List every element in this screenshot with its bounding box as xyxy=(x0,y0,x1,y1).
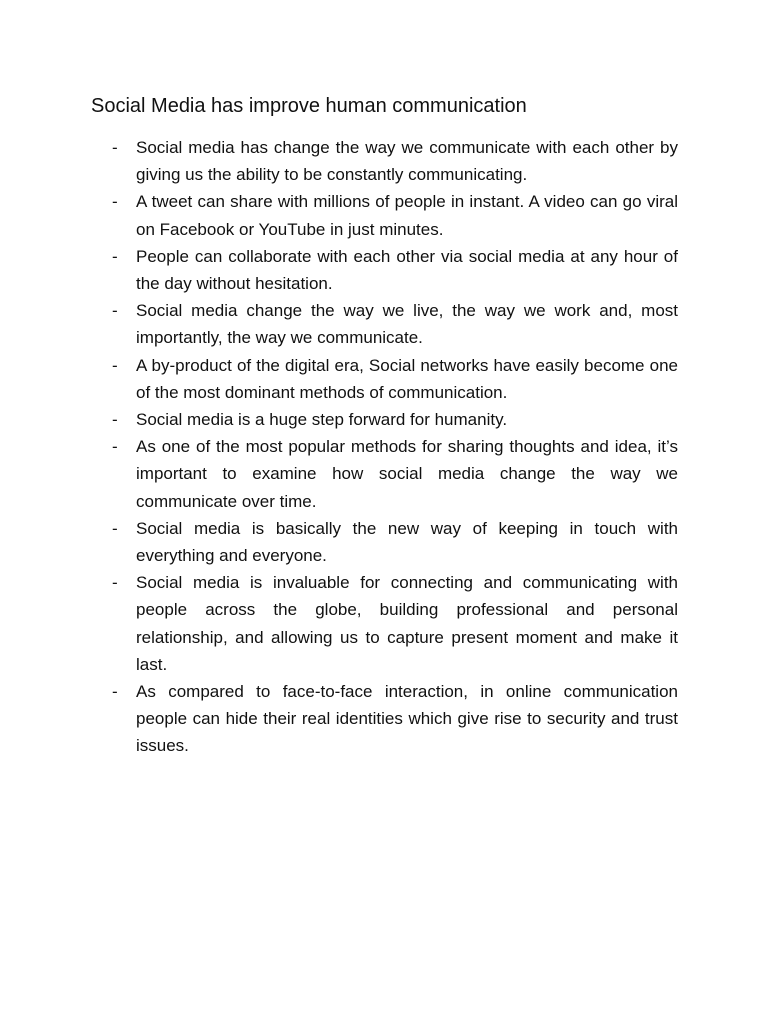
list-item-text: As compared to face-to-face interaction, in online communication people can hide their real identities which give rise to security and trust issues. xyxy=(136,682,678,756)
list-item-text: As one of the most popular methods for sharing thoughts and idea, it’s important to examine how social media change the way we communicate over time. xyxy=(136,437,678,511)
bullet-marker: - xyxy=(112,518,118,538)
list-item-text: Social media is a huge step forward for humanity. xyxy=(136,410,508,430)
list-item-text: Social media has change the way we communicate with each other by giving us the ability to be constantly communicating. xyxy=(136,138,678,185)
list-item xyxy=(112,134,678,188)
list-item xyxy=(112,188,678,242)
list-item-text: A tweet can share with millions of people in instant. A video can go viral on Facebook or YouTube in just minutes. xyxy=(136,192,678,239)
list-item xyxy=(112,406,678,433)
list-item xyxy=(112,297,678,351)
bullet-marker: - xyxy=(112,410,118,430)
list-item xyxy=(112,352,678,406)
bullet-marker: - xyxy=(112,437,118,457)
bullet-marker: - xyxy=(112,355,118,375)
bullet-marker: - xyxy=(112,138,118,157)
bullet-marker: - xyxy=(112,246,118,266)
list-item-text: Social media is basically the new way of keeping in touch with everything and everyone. xyxy=(136,518,678,566)
bullet-marker: - xyxy=(112,682,118,702)
bullet-marker: - xyxy=(112,192,118,212)
list-item-text: A by-product of the digital era, Social networks have easily become one of the most dominant methods of communication. xyxy=(136,355,678,402)
list-item xyxy=(112,678,678,760)
list-item xyxy=(112,433,678,515)
list-item-text: Social media is invaluable for connecting and communicating with people across the globe, building professional and personal relationship, and allowing us to capture present moment and make it last. xyxy=(136,573,678,674)
bullet-marker: - xyxy=(112,301,118,321)
bullet-marker: - xyxy=(112,573,118,593)
document-title: Social Media has improve human communication xyxy=(91,95,527,117)
list-item xyxy=(112,569,678,678)
list-item xyxy=(112,243,678,297)
bullet-list xyxy=(112,134,678,760)
list-item-text: People can collaborate with each other via social media at any hour of the day without hesitation. xyxy=(136,246,678,294)
list-item-text: Social media change the way we live, the way we work and, most importantly, the way we communicate. xyxy=(136,301,678,348)
list-item xyxy=(112,515,678,569)
